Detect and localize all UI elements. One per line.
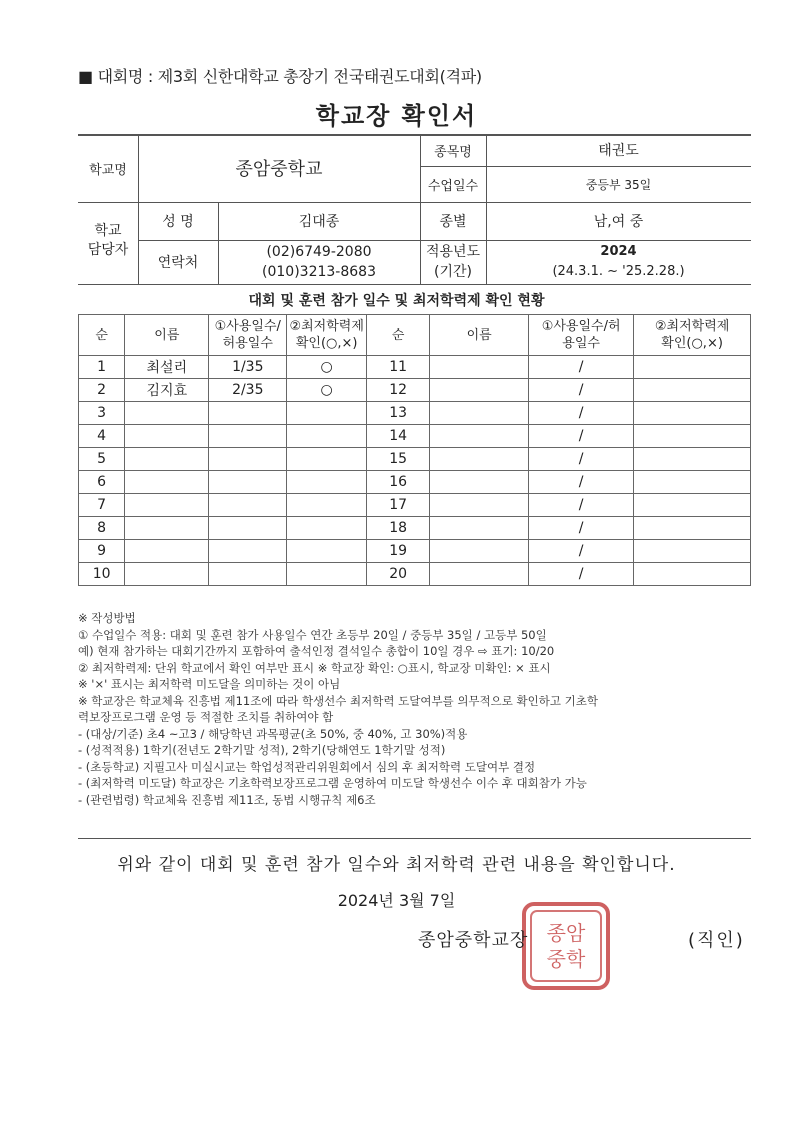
school-label: 학교명 bbox=[89, 162, 127, 178]
info-bottom-border bbox=[78, 284, 751, 285]
min-academic-check bbox=[287, 471, 367, 494]
row-number: 5 bbox=[79, 448, 125, 471]
note-line: ※ '×' 표시는 최저학력 미도달을 의미하는 것이 아님 bbox=[78, 677, 341, 691]
used-days: 2/35 bbox=[209, 379, 287, 402]
student-name-right bbox=[430, 402, 529, 425]
staff-label-line2: 담당자 bbox=[87, 242, 129, 258]
student-name bbox=[125, 517, 209, 540]
used-days bbox=[209, 540, 287, 563]
year-value bbox=[486, 242, 751, 282]
principal-title: 종암중학교장 bbox=[418, 930, 529, 951]
svg-text:종암: 종암 bbox=[546, 921, 586, 945]
table-row bbox=[79, 402, 751, 425]
row-number-right: 15 bbox=[367, 448, 430, 471]
note-line: - (관련법령) 학교체육 진흥법 제11조, 동법 시행규칙 제6조 bbox=[78, 792, 376, 807]
min-academic-check bbox=[287, 402, 367, 425]
row-number: 9 bbox=[79, 540, 125, 563]
name-label: 성 명 bbox=[162, 214, 194, 230]
min-academic-check-right bbox=[634, 402, 751, 425]
svg-text:중학: 중학 bbox=[546, 947, 586, 971]
used-days bbox=[209, 402, 287, 425]
document-title: 학교장 확인서 bbox=[315, 102, 478, 130]
student-name-right bbox=[430, 425, 529, 448]
row-number: 10 bbox=[79, 563, 125, 586]
note-line: 예) 현재 참가하는 대회기간까지 포함하여 출석인정 결석일수 총합이 10일 경우 ⇨ 표기: 10/20 bbox=[78, 644, 555, 658]
contact-label: 연락처 bbox=[157, 255, 199, 271]
table-row bbox=[79, 517, 751, 540]
student-name bbox=[125, 471, 209, 494]
min-academic-check-right bbox=[634, 471, 751, 494]
header-name-right: 이름 bbox=[430, 315, 529, 356]
year-label bbox=[420, 242, 486, 282]
used-days-right: / bbox=[529, 540, 634, 563]
min-academic-check-right bbox=[634, 356, 751, 379]
days-value: 중등부 35일 bbox=[585, 177, 652, 192]
student-name bbox=[125, 448, 209, 471]
note-line: ※ 작성방법 bbox=[78, 611, 136, 625]
used-days bbox=[209, 448, 287, 471]
year-label-line2: (기간) bbox=[434, 264, 472, 280]
used-days-right: / bbox=[529, 563, 634, 586]
staff-label-line1: 학교 bbox=[94, 223, 122, 239]
min-academic-check bbox=[287, 540, 367, 563]
min-academic-check-right bbox=[634, 379, 751, 402]
note-line: ① 수업일수 적용: 대회 및 훈련 참가 사용일수 연간 초등부 20일 / 중등부 35일 / 고등부 50일 bbox=[78, 627, 547, 642]
header-name: 이름 bbox=[125, 315, 209, 356]
header-used-days: ①사용일수/ 허용일수 bbox=[209, 315, 287, 356]
note-line: ② 최저학력제: 단위 학교에서 확인 여부만 표시 ※ 학교장 확인: ○표시, 학교장 미확인: × 표시 bbox=[78, 660, 551, 675]
row-number: 7 bbox=[79, 494, 125, 517]
name-value: 김대종 bbox=[298, 214, 340, 230]
note-line: - (대상/기준) 초4 ~고3 / 해당학년 과목평균(초 50%, 중 40%, 고 30%)적용 bbox=[78, 726, 468, 741]
event-name: ■ 대회명 : 제3회 신한대학교 총장기 전국태권도대회(격파) bbox=[78, 67, 482, 86]
notes-bottom-divider bbox=[78, 838, 751, 839]
min-academic-check: ○ bbox=[287, 379, 367, 402]
seal-label: (직인) bbox=[688, 930, 745, 951]
row-number-right: 19 bbox=[367, 540, 430, 563]
row-number: 6 bbox=[79, 471, 125, 494]
table-row bbox=[79, 448, 751, 471]
gender-value: 남,여 중 bbox=[593, 214, 644, 230]
row-number-right: 20 bbox=[367, 563, 430, 586]
used-days-right: / bbox=[529, 471, 634, 494]
min-academic-check-right bbox=[634, 448, 751, 471]
min-academic-check bbox=[287, 494, 367, 517]
table-row bbox=[79, 563, 751, 586]
used-days bbox=[209, 563, 287, 586]
used-days-right: / bbox=[529, 356, 634, 379]
header-min-academic-right: ②최저학력제 확인(○,×) bbox=[634, 315, 751, 356]
header-used-days-right: ①사용일수/허 용일수 bbox=[529, 315, 634, 356]
student-name: 김지효 bbox=[125, 379, 209, 402]
min-academic-check-right bbox=[634, 425, 751, 448]
student-name-right bbox=[430, 471, 529, 494]
used-days bbox=[209, 494, 287, 517]
student-name bbox=[125, 540, 209, 563]
note-line: - (최저학력 미도달) 학교장은 기초학력보장프로그램 운영하여 미도달 학생선수 이수 후 대회참가 가능 bbox=[78, 776, 587, 790]
min-academic-check bbox=[287, 517, 367, 540]
student-name: 최설리 bbox=[125, 356, 209, 379]
student-name bbox=[125, 563, 209, 586]
document-date: 2024년 3월 7일 bbox=[337, 891, 456, 910]
row-number-right: 11 bbox=[367, 356, 430, 379]
used-days-right: / bbox=[529, 379, 634, 402]
note-line: - (성적적용) 1학기(전년도 2학기말 성적), 2학기(당해연도 1학기말 성적) bbox=[78, 743, 446, 757]
phone-mobile: (010)3213-8683 bbox=[262, 264, 376, 280]
row-number-right: 16 bbox=[367, 471, 430, 494]
year-value-year: 2024 bbox=[600, 244, 637, 259]
used-days-right: / bbox=[529, 517, 634, 540]
min-academic-check bbox=[287, 563, 367, 586]
student-name bbox=[125, 402, 209, 425]
min-academic-check-right bbox=[634, 517, 751, 540]
row-number-right: 18 bbox=[367, 517, 430, 540]
student-name-right bbox=[430, 563, 529, 586]
used-days-right: / bbox=[529, 494, 634, 517]
student-name bbox=[125, 494, 209, 517]
used-days-right: / bbox=[529, 425, 634, 448]
school-value: 종암중학교 bbox=[235, 159, 323, 180]
used-days bbox=[209, 471, 287, 494]
header-num-right: 순 bbox=[367, 315, 430, 356]
staff-label bbox=[78, 222, 138, 260]
min-academic-check-right bbox=[634, 540, 751, 563]
gender-label: 종별 bbox=[439, 214, 467, 230]
min-academic-check-right bbox=[634, 563, 751, 586]
table-row bbox=[79, 494, 751, 517]
row-number: 1 bbox=[79, 356, 125, 379]
min-academic-check-right bbox=[634, 494, 751, 517]
note-line: - (초등학교) 지필고사 미실시교는 학업성적관리위원회에서 심의 후 최저학력 도달여부 결정 bbox=[78, 759, 536, 774]
table-row bbox=[79, 379, 751, 402]
confirmation-statement: 위와 같이 대회 및 훈련 참가 일수와 최저학력 관련 내용을 확인합니다. bbox=[117, 855, 676, 875]
used-days bbox=[209, 425, 287, 448]
participation-table bbox=[78, 314, 751, 586]
table-header-row bbox=[79, 315, 751, 356]
used-days: 1/35 bbox=[209, 356, 287, 379]
year-label-line1: 적용년도 bbox=[425, 244, 481, 260]
row-number-right: 14 bbox=[367, 425, 430, 448]
sport-label: 종목명 bbox=[434, 144, 472, 160]
info-line-name bbox=[138, 240, 751, 241]
row-number-right: 13 bbox=[367, 402, 430, 425]
student-name-right bbox=[430, 448, 529, 471]
row-number: 3 bbox=[79, 402, 125, 425]
section-title: 대회 및 훈련 참가 일수 및 최저학력제 확인 현황 bbox=[248, 293, 545, 309]
used-days-right: / bbox=[529, 402, 634, 425]
contact-value bbox=[218, 242, 420, 282]
official-seal-stamp bbox=[520, 900, 612, 992]
row-number-right: 12 bbox=[367, 379, 430, 402]
writing-instructions bbox=[78, 610, 758, 808]
row-number-right: 17 bbox=[367, 494, 430, 517]
table-row bbox=[79, 540, 751, 563]
student-name bbox=[125, 425, 209, 448]
table-row bbox=[79, 425, 751, 448]
phone-office: (02)6749-2080 bbox=[266, 244, 372, 260]
year-value-period: (24.3.1. ~ '25.2.28.) bbox=[552, 264, 685, 279]
table-row bbox=[79, 356, 751, 379]
student-name-right bbox=[430, 494, 529, 517]
days-label: 수업일수 bbox=[427, 178, 479, 194]
student-name-right bbox=[430, 379, 529, 402]
student-name-right bbox=[430, 517, 529, 540]
row-number: 2 bbox=[79, 379, 125, 402]
used-days bbox=[209, 517, 287, 540]
sport-value: 태권도 bbox=[598, 143, 639, 159]
row-number: 4 bbox=[79, 425, 125, 448]
min-academic-check bbox=[287, 425, 367, 448]
min-academic-check: ○ bbox=[287, 356, 367, 379]
row-number: 8 bbox=[79, 517, 125, 540]
note-line: 력보장프로그램 운영 등 적절한 조치를 취하여야 함 bbox=[78, 710, 334, 724]
header-num: 순 bbox=[79, 315, 125, 356]
student-name-right bbox=[430, 540, 529, 563]
table-row bbox=[79, 471, 751, 494]
used-days-right: / bbox=[529, 448, 634, 471]
min-academic-check bbox=[287, 448, 367, 471]
header-min-academic: ②최저학력제 확인(○,×) bbox=[287, 315, 367, 356]
note-line: ※ 학교장은 학교체육 진흥법 제11조에 따라 학생선수 최저학력 도달여부를 의무적으로 확인하고 기초학 bbox=[78, 693, 598, 708]
student-name-right bbox=[430, 356, 529, 379]
